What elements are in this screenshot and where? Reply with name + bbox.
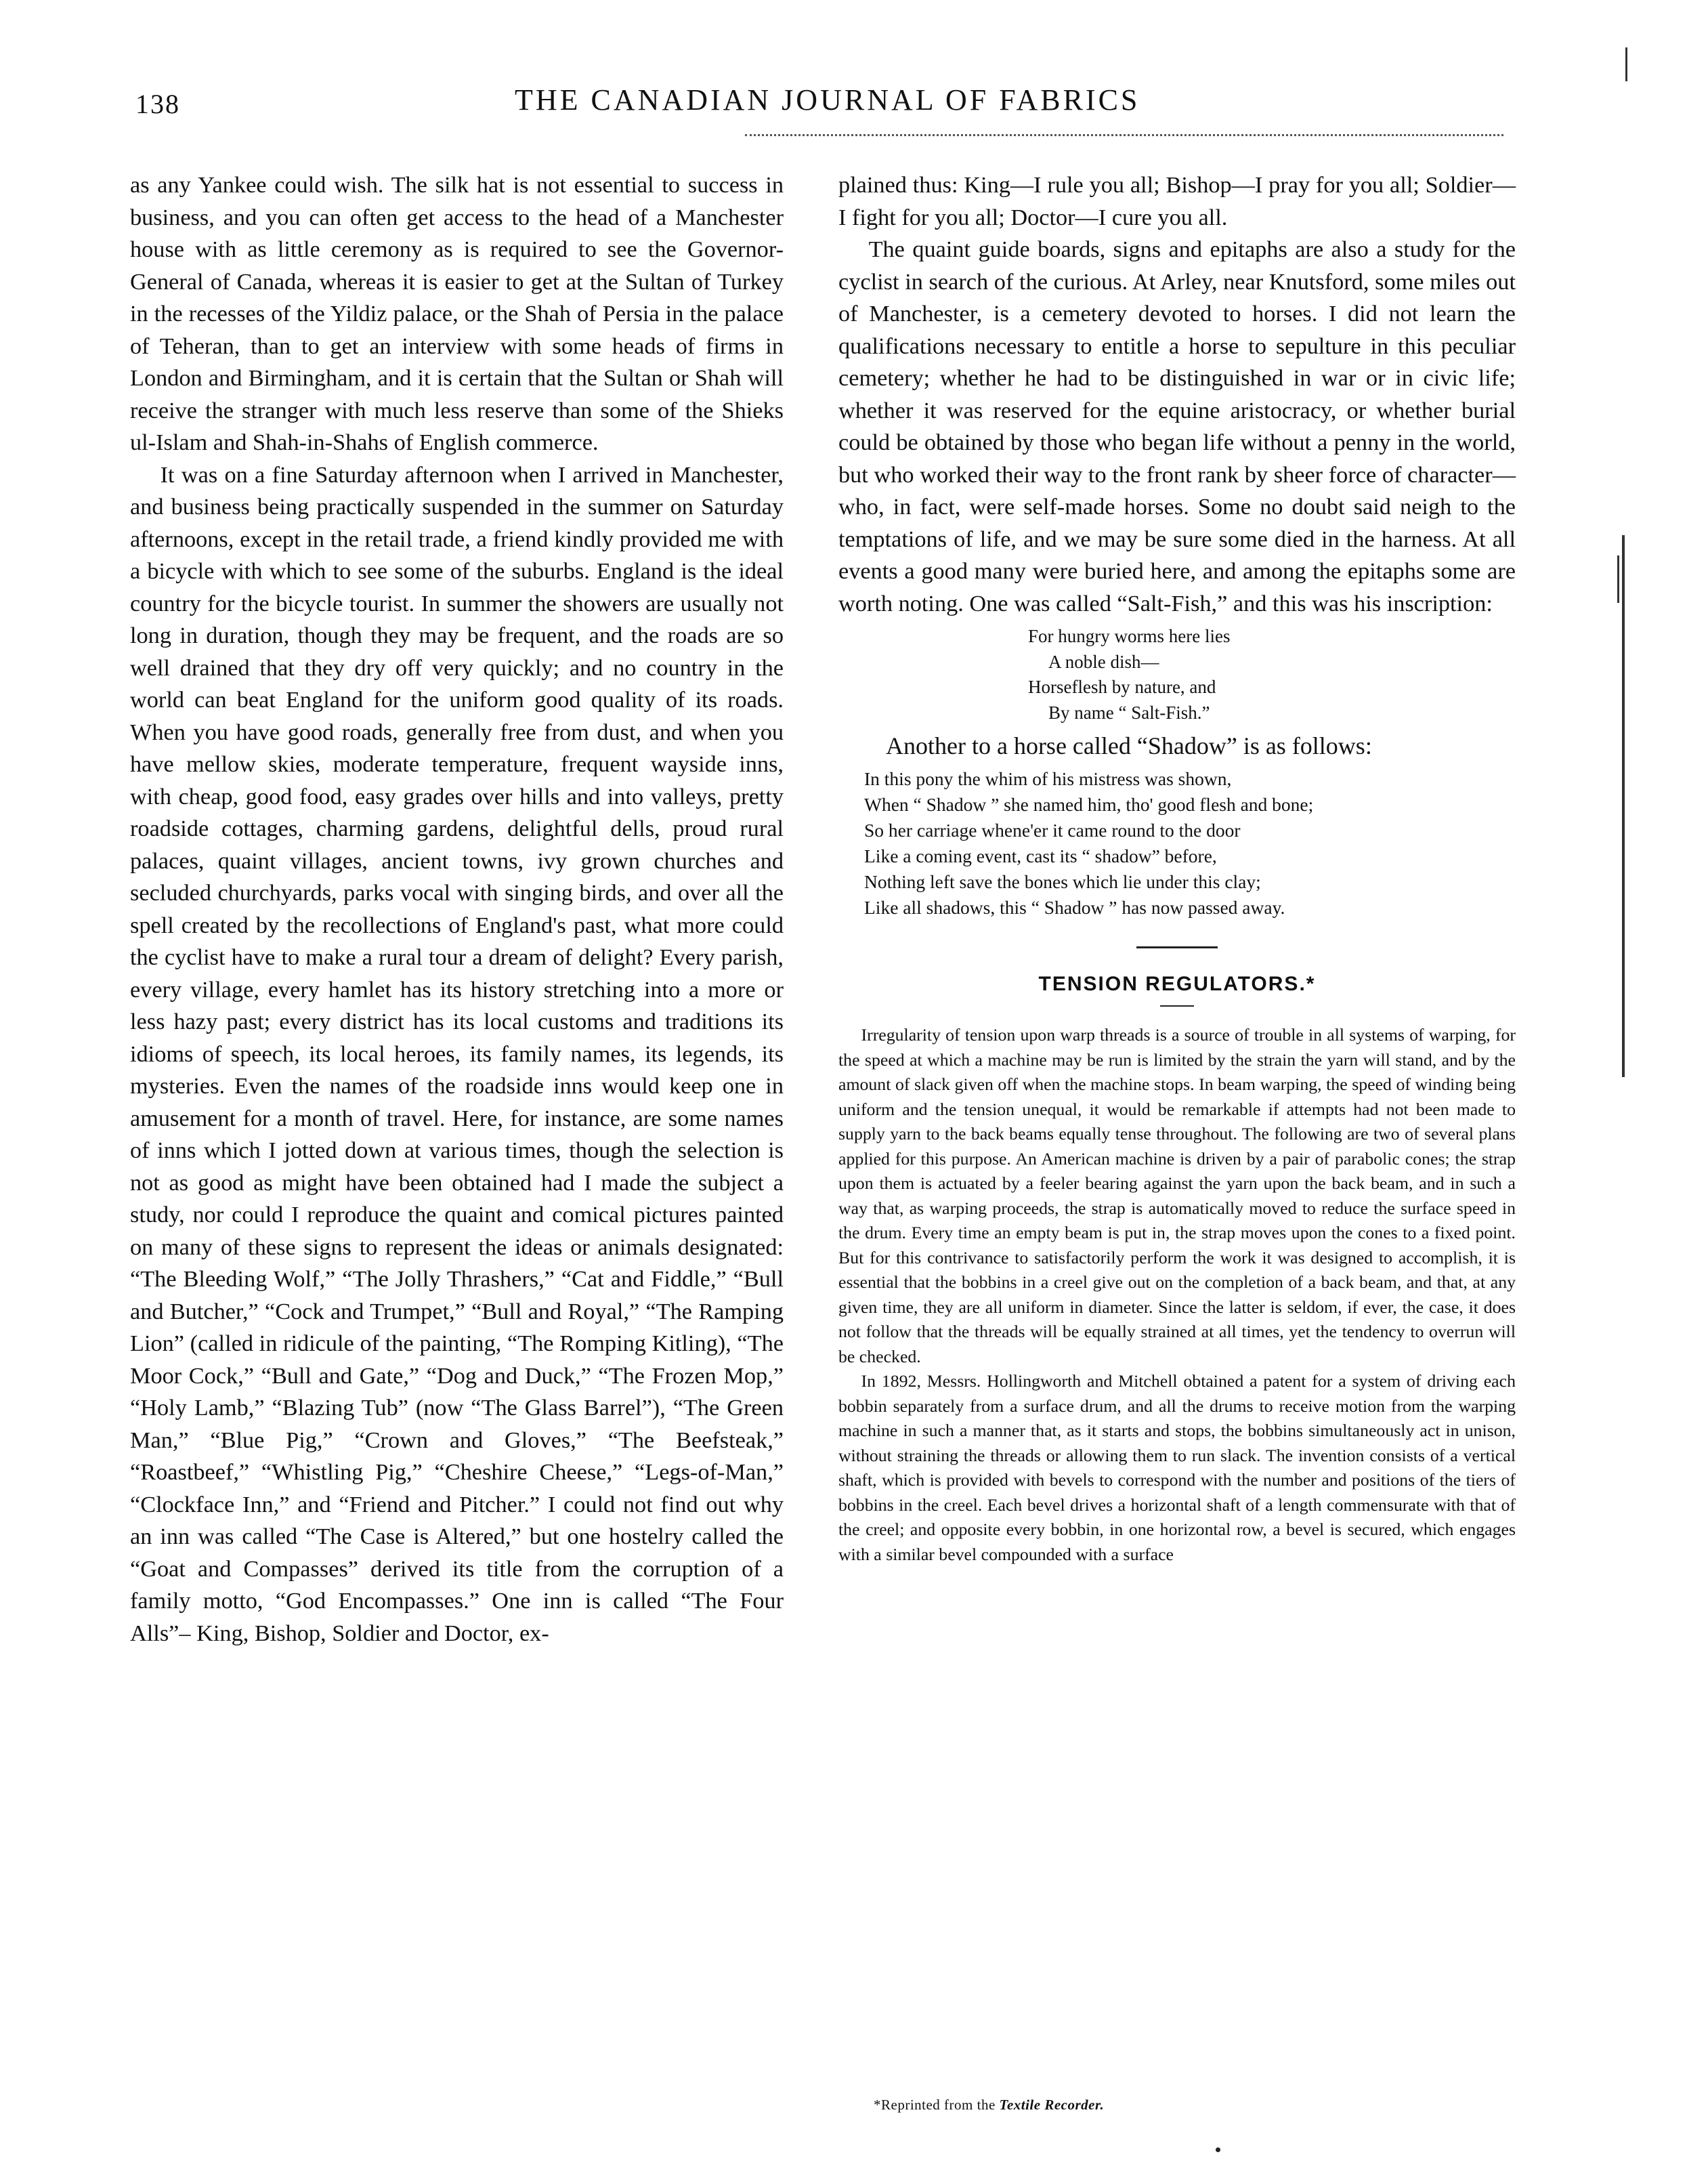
verse-line: In this pony the whim of his mistress was shown, bbox=[864, 768, 1232, 789]
epitaph-shadow bbox=[864, 766, 1516, 921]
left-paragraph-2: It was on a fine Saturday afternoon when I arrived in Manchester, and business being practically suspended in the summer on Saturday afternoons, except in the retail trade, a friend kindly provided me with a bicycle with which to see some of the suburbs. England is the ideal country for the bicycle tourist. In summer the showers are usually not long in duration, though they may be frequent, and the roads are so well drained that they dry off very quickly; and no country in the world can beat England for the uniform good quality of its roads. When you have good roads, generally free from dust, and when you have mellow skies, moderate temperature, frequent wayside inns, with cheap, good food, easy grades over hills and into valleys, pretty roadside cottages, charming gardens, delightful dells, proud rural palaces, quaint villages, ancient towns, ivy grown churches and secluded churchyards, parks vocal with singing birds, and over all the spell created by the recollections of England's past, what more could the cyclist have to make a rural tour a dream of delight? Every parish, every village, every hamlet has its history stretching into a more or less hazy past; every district has its local customs and traditions its idioms of speech, its local heroes, its family names, its legends, its mysteries. Even the names of the roadside inns would keep one in amusement for a month of travel. Here, for instance, are some names of inns which I jotted down at various times, though the selection is not as good as might have been obtained had I made the subject a study, nor could I reproduce the quaint and comical pictures painted on many of these signs to represent the ideas or animals designated: “The Bleeding Wolf,” “The Jolly Thrashers,” “Cat and Fiddle,” “Bull and Butcher,” “Cock and Trumpet,” “Bull and Royal,” “The Ramping Lion” (called in ridicule of the painting, “The Romping Kitling), “The Moor Cock,” “Bull and Gate,” “Dog and Duck,” “The Frozen Mop,” “Holy Lamb,” “Blazing Tub” (now “The Glass Barrel”), “The Green Man,” “Blue Pig,” “Crown and Gloves,” “The Beefsteak,” “Roastbeef,” “Whistling Pig,” “Cheshire Cheese,” “Legs-of-Man,” “Clockface Inn,” and “Friend and Pitcher.” I could not find out why an inn was called “The Case is Altered,” but one hostelry called the “Goat and Compasses” derived its title from the corruption of a family motto, “God Encompasses.” One inn is called “The Four Alls”– King, Bishop, Soldier and Doctor, ex- bbox=[130, 461, 784, 1646]
epitaph-salt-fish bbox=[1028, 624, 1516, 726]
verse-line: Like all shadows, this “ Shadow ” has now passed away. bbox=[864, 897, 1285, 918]
footnote bbox=[874, 2097, 1104, 2114]
verse-line: When “ Shadow ” she named him, tho' good flesh and bone; bbox=[864, 794, 1314, 815]
verse-line: By name “ Salt-Fish.” bbox=[1048, 702, 1210, 723]
left-column bbox=[130, 169, 784, 1650]
page-header bbox=[0, 81, 1687, 142]
verse-line: A noble dish— bbox=[1048, 651, 1159, 672]
shadow-intro-line: Another to a horse called “Shadow” is as follows: bbox=[886, 732, 1372, 759]
page-dot bbox=[1216, 2147, 1220, 2152]
footnote-prefix: *Reprinted from the bbox=[874, 2097, 996, 2113]
right-column bbox=[838, 169, 1516, 1567]
verse-line: Nothing left save the bones which lie under this clay; bbox=[864, 871, 1261, 892]
header-rule bbox=[745, 134, 1503, 136]
right-paragraph-2: The quaint guide boards, signs and epitaphs are also a study for the cyclist in search of the curious. At Arley, near Knutsford, some miles out of Manchester, is a cemetery devoted to horses. I did not learn the qualifications necessary to entitle a horse to sepulture in this peculiar cemetery; whether he had to be distinguished in war or in civic life; whether it was reserved for the equine aristocracy, or whether burial could be obtained by those who began life without a penny in the world, but who worked their way to the front rank by sheer force of character—who, in fact, were self-made horses. Some no doubt said neigh to the temptations of life, and we may be sure some died in the harness. At all events a good many were buried here, and among the epitaphs some are worth noting. One was called “Salt-Fish,” and this was his inscription: bbox=[838, 236, 1516, 616]
section-divider bbox=[1136, 946, 1218, 948]
article-paragraph-1: Irregularity of tension upon warp threads is a source of trouble in all systems of warping, for the speed at which a machine may be run is limited by the strain the yarn will stand, and by the amount of slack given off when the machine stops. In beam warping, the speed of winding being uniform and the tension unequal, it would be remarkable if attempts had not been made to supply yarn to the back beams equally tense throughout. The following are two of several plans applied for this purpose. An American machine is driven by a pair of parabolic cones; the strap upon them is actuated by a feeler bearing against the yarn upon the back beam, and in such a way that, as warping proceeds, the strap is automatically moved to reduce the surface speed in the drum. Every time an empty beam is put in, the strap moves upon the cones to a fixed point. But for this contrivance to satisfactorily perform the work it was designed to accomplish, it is essential that the bobbins in a creel give out on the completion of a back beam, and that, at any given time, they are all uniform in diameter. Since the latter is seldom, if ever, the case, it does not follow that the threads will be equally strained at all times, yet the tendency to overrun will be checked. bbox=[838, 1025, 1516, 1366]
heading-rule bbox=[1160, 1005, 1194, 1007]
article-heading: TENSION REGULATORS.* bbox=[1038, 973, 1316, 995]
margin-mark-middle bbox=[1617, 555, 1619, 603]
article-paragraph-2: In 1892, Messrs. Hollingworth and Mitchell obtained a patent for a system of driving each bobbin separately from a surface drum, and all the drums to receive motion from the warping machine in such a manner that, as it starts and stops, the bobbins simultaneously act in unison, without straining the threads or allowing them to run slack. The invention consists of a vertical shaft, which is provided with bevels to correspond with the number and positions of the tiers of bobbins in the creel. Each bevel drives a horizontal shaft of a length commensurate with that of the creel; and opposite every bobbin, in one horizontal row, a bevel is secured, which engages with a similar bevel compounded with a surface bbox=[838, 1371, 1516, 1564]
verse-line: Like a coming event, cast its “ shadow” before, bbox=[864, 845, 1217, 866]
verse-line: Horseflesh by nature, and bbox=[1028, 677, 1216, 697]
tension-regulators-article bbox=[838, 1023, 1516, 1567]
page-number: 138 bbox=[135, 89, 180, 119]
left-paragraph-1: as any Yankee could wish. The silk hat is not essential to success in business, and you can often get access to the head of a Manchester house with as little ceremony as is required to see the Governor-General of Canada, whereas it is easier to get at the Sultan of Turkey in the recesses of the Yildiz palace, or the Shah of Persia in the palace of Teheran, than to get an interview with some heads of firms in London and Birmingham, and it is certain that the Sultan or Shah will receive the stranger with much less reserve than some of the Shieks ul-Islam and Shah-in-Shahs of English commerce. bbox=[130, 172, 784, 455]
margin-mark-right bbox=[1622, 535, 1625, 1077]
verse-line: For hungry worms here lies bbox=[1028, 626, 1231, 646]
journal-title: THE CANADIAN JOURNAL OF FABRICS bbox=[515, 83, 1140, 117]
right-paragraph-1: plained thus: King—I rule you all; Bishop—I pray for you all; Soldier—I fight for you all; Doctor—I cure you all. bbox=[838, 172, 1516, 230]
footnote-source: Textile Recorder. bbox=[999, 2097, 1105, 2113]
verse-line: So her carriage whene'er it came round to the door bbox=[864, 820, 1241, 841]
margin-mark-top bbox=[1625, 47, 1627, 81]
